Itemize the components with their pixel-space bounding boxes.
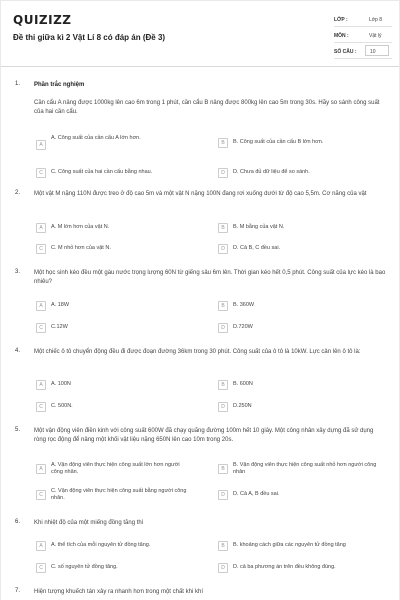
question-number: 2. bbox=[15, 190, 21, 196]
option-text: C. Công suất của hai cần cẩu bằng nhau. bbox=[51, 169, 153, 175]
option-letter-box: D bbox=[218, 563, 228, 573]
option-letter-box: A bbox=[36, 140, 46, 150]
option-text: B. 360W bbox=[233, 302, 255, 308]
worksheet-header bbox=[1, 1, 399, 67]
option-text: D. Chưa đủ dữ liệu để so sánh. bbox=[233, 169, 310, 175]
option-text: D.250N bbox=[233, 403, 252, 409]
meta-count-label: SỐ CÂU : bbox=[334, 49, 357, 55]
question-text: Một học sinh kéo đều một gàu nước trọng lượng 60N từ giếng sâu 6m lên. Thời gian kéo hết 0,5 phút. Công suất của lực kéo là bao nhiêu? bbox=[34, 270, 386, 285]
option-letter-box: A bbox=[36, 301, 46, 311]
section-title: Phần trắc nghiệm bbox=[34, 82, 85, 88]
option-letter-box: A bbox=[36, 380, 46, 390]
option-letter-box: B bbox=[218, 464, 228, 474]
option-letter-box: C bbox=[36, 490, 46, 500]
option-text: B. khoảng cách giữa các nguyên tử đồng tăng bbox=[233, 542, 346, 548]
meta-count-value: 10 bbox=[365, 45, 389, 56]
option-letter-box: A bbox=[36, 223, 46, 233]
option-text: C. 500N. bbox=[51, 403, 73, 409]
option-letter-box: B bbox=[218, 301, 228, 311]
option-letter-box: C bbox=[36, 168, 46, 178]
question-number: 3. bbox=[15, 269, 21, 275]
option-letter-box: A bbox=[36, 464, 46, 474]
option-letter-box: D bbox=[218, 244, 228, 254]
option-text: B. Vận động viên thực hiện công suất nhỏ hơn người công nhân bbox=[233, 462, 377, 475]
option-text: B. M bằng của vật N. bbox=[233, 224, 285, 230]
question-number: 6. bbox=[15, 519, 21, 525]
question-text: Một vật M nặng 110N được treo ở độ cao 5m và một vật N nặng 100N đang rơi xuống dưới từ độ cao 5,5m. Cơ năng của vật bbox=[34, 191, 367, 197]
question-number: 1. bbox=[15, 81, 21, 87]
option-text: C. M nhỏ hơn của vật N. bbox=[51, 245, 111, 251]
option-text: D.720W bbox=[233, 324, 253, 330]
option-letter-box: C bbox=[36, 563, 46, 573]
question-text: Một vận động viên điền kinh với công suất 600W đã chạy quãng đường 100m hết 10 giây. Một công nhân xây dựng đã sử dụng ròng rọc động để nâng một khối vật liệu nặng 650N lên cao 10m trong 20s. bbox=[34, 428, 374, 443]
option-letter-box: D bbox=[218, 323, 228, 333]
option-text: B. 600N bbox=[233, 381, 253, 387]
meta-subject-value: Vật lý bbox=[369, 33, 382, 39]
worksheet-title: Đề thi giữa kì 2 Vật Lí 8 có đáp án (Đề 3) bbox=[13, 33, 166, 42]
question-number: 7. bbox=[15, 588, 21, 594]
question-text: Hiện tượng khuếch tán xảy ra nhanh hơn trong một chất khi khí bbox=[34, 589, 203, 595]
option-letter-box: B bbox=[218, 223, 228, 233]
option-text: C. số nguyên tử đồng tăng. bbox=[51, 564, 118, 570]
meta-count bbox=[334, 43, 392, 59]
meta-grade-label: LỚP : bbox=[334, 17, 348, 23]
option-letter-box: C bbox=[36, 244, 46, 254]
option-text: A. thể tích của mỗi nguyên tử đồng tăng. bbox=[51, 542, 151, 548]
option-letter-box: D bbox=[218, 168, 228, 178]
meta-grade-value: Lớp 8 bbox=[369, 17, 383, 23]
option-letter-box: B bbox=[218, 380, 228, 390]
option-letter-box: D bbox=[218, 402, 228, 412]
option-letter-box: C bbox=[36, 323, 46, 333]
option-text: D. Cả B, C đều sai. bbox=[233, 245, 281, 251]
option-letter-box: D bbox=[218, 490, 228, 500]
quizizz-logo: QUIZIZZ bbox=[13, 13, 72, 27]
meta-subject-label: MÔN : bbox=[334, 33, 349, 39]
option-letter-box: C bbox=[36, 402, 46, 412]
option-text: D. Cả A, B đều sai. bbox=[233, 491, 280, 497]
option-text: D. cả ba phương án trên đều không đúng. bbox=[233, 564, 336, 570]
meta-grade bbox=[334, 11, 392, 27]
option-text: A. Công suất của cần cẩu A lớn hơn. bbox=[51, 135, 141, 141]
meta-panel bbox=[334, 11, 392, 59]
worksheet-page bbox=[1, 1, 399, 600]
question-number: 5. bbox=[15, 427, 21, 433]
option-text: C.12W bbox=[51, 324, 68, 330]
option-text: A. Vận động viên thực hiện công suất lớn hơn người công nhân. bbox=[51, 462, 180, 475]
option-text: A. 18W bbox=[51, 302, 70, 308]
option-text: A. M lớn hơn của vật N. bbox=[51, 224, 110, 230]
option-letter-box: A bbox=[36, 541, 46, 551]
option-letter-box: B bbox=[218, 541, 228, 551]
option-text: C. Vận động viên thực hiện công suất bằng người công nhân. bbox=[51, 488, 187, 501]
question-text: Cần cẩu A nâng được 1000kg lên cao 6m trong 1 phút, cần cẩu B nâng được 800kg lên cao 5m trong 30s. Hãy so sánh công suất của hai cần cẩu. bbox=[34, 100, 380, 115]
meta-subject bbox=[334, 27, 392, 43]
question-text: Một chiếc ô tô chuyển động đều đi được đoạn đường 36km trong 30 phút. Công suất của ô tô là 10kW. Lực cản lên ô tô là: bbox=[34, 349, 361, 355]
question-number: 4. bbox=[15, 348, 21, 354]
question-text: Khi nhiệt độ của một miếng đồng tăng thì bbox=[34, 520, 144, 526]
option-text: A. 100N bbox=[51, 381, 71, 387]
option-letter-box: B bbox=[218, 138, 228, 148]
option-text: B. Công suất của cần cẩu B lớn hơn. bbox=[233, 139, 324, 145]
